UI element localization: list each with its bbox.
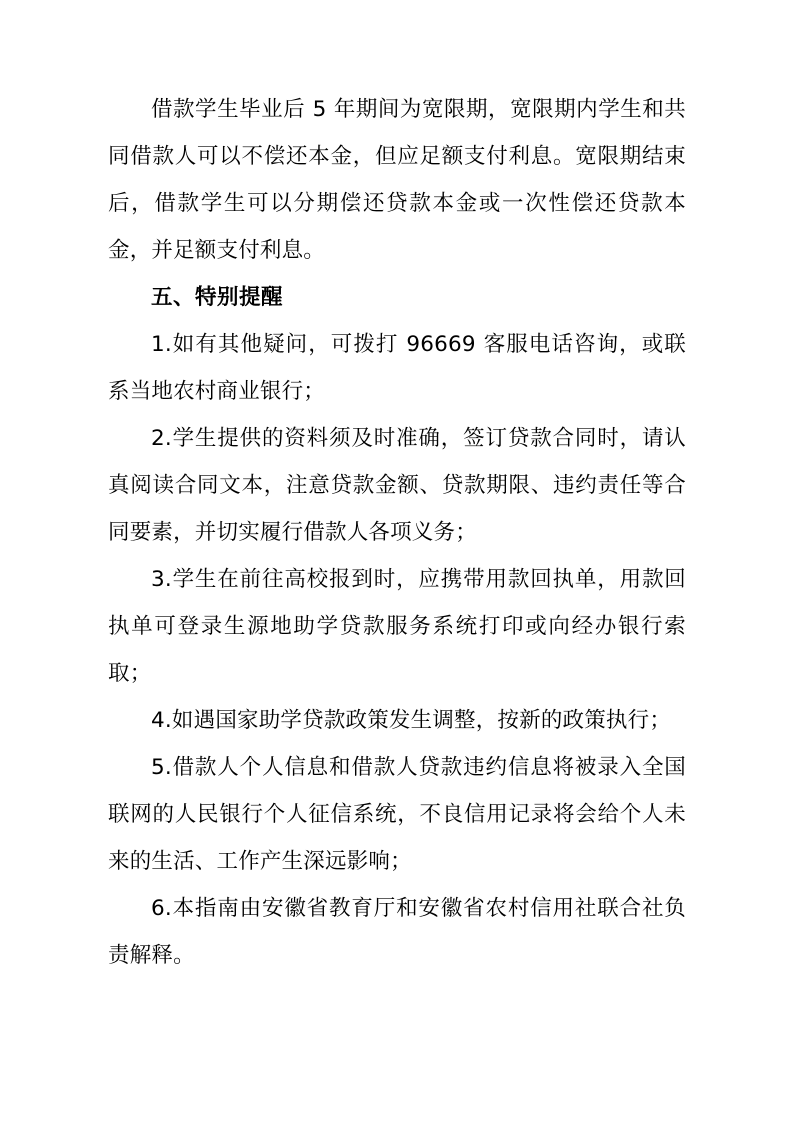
paragraph-grace-period: 借款学生毕业后 5 年期间为宽限期，宽限期内学生和共同借款人可以不偿还本金，但应足额支付利息。宽限期结束后，借款学生可以分期偿还贷款本金或一次性偿还贷款本金，并足额支付利息。 bbox=[108, 97, 686, 263]
list-item-1: 1.如有其他疑问，可拨打 96669 客服电话咨询，或联系当地农村商业银行； bbox=[108, 332, 686, 404]
list-item-4: 4.如遇国家助学贷款政策发生调整，按新的政策执行； bbox=[151, 708, 672, 733]
list-item-2: 2.学生提供的资料须及时准确，签订贷款合同时，请认真阅读合同文本，注意贷款金额、贷款期限、违约责任等合同要素，并切实履行借款人各项义务； bbox=[108, 426, 686, 545]
list-item-6: 6.本指南由安徽省教育厅和安徽省农村信用社联合社负责解释。 bbox=[108, 896, 686, 968]
list-item-5: 5.借款人个人信息和借款人贷款违约信息将被录入全国联网的人民银行个人征信系统，不良信用记录将会给个人未来的生活、工作产生深远影响； bbox=[108, 755, 686, 874]
section-heading-special-reminder: 五、特别提醒 bbox=[151, 285, 284, 310]
list-item-3: 3.学生在前往高校报到时，应携带用款回执单，用款回执单可登录生源地助学贷款服务系统打印或向经办银行索取； bbox=[108, 567, 686, 686]
document-body bbox=[108, 86, 686, 979]
